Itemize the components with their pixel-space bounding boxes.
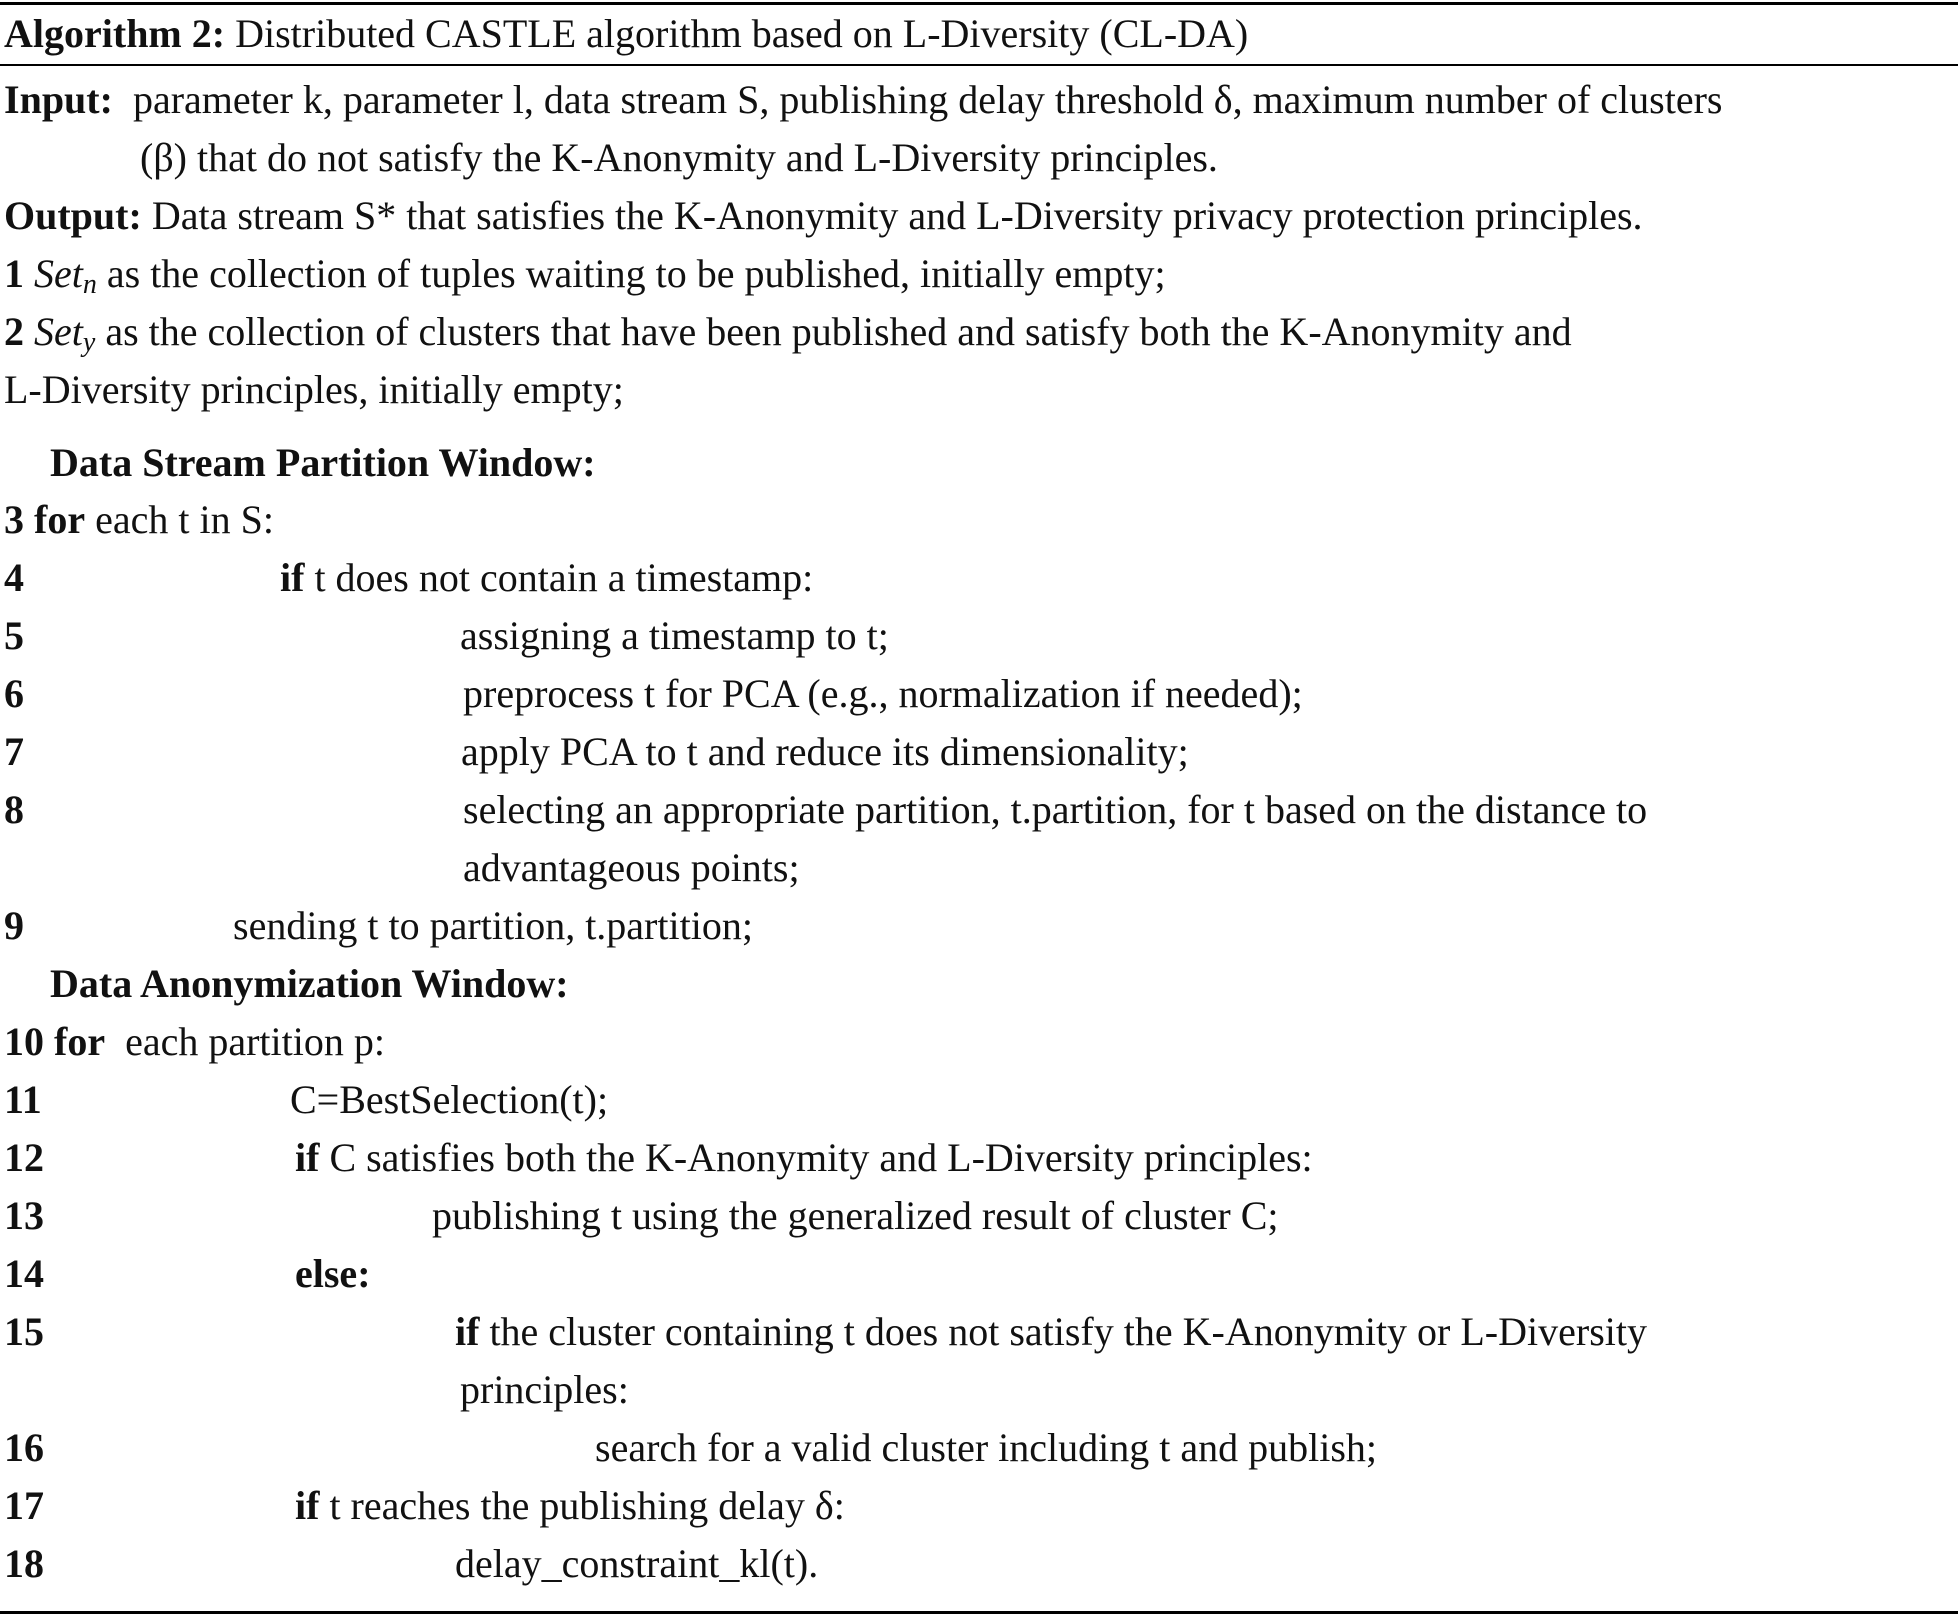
line-text: as the collection of clusters that have been published and satisfy both the K-Anonymity and — [95, 309, 1572, 354]
output-text: Data stream S* that satisfies the K-Anonymity and L-Diversity privacy protection principles. — [151, 193, 1643, 238]
set-subscript: y — [82, 327, 96, 358]
algo-line-6: preprocess t for PCA (e.g., normalization if needed); — [463, 671, 1303, 716]
algo-line-18: delay_constraint_kl(t). — [455, 1541, 819, 1586]
line-number-14: 14 — [4, 1251, 44, 1296]
output-line — [4, 188, 1643, 244]
line-text: C satisfies both the K-Anonymity and L-Diversity principles: — [319, 1135, 1313, 1180]
partition-window-heading: Data Stream Partition Window: — [50, 440, 596, 485]
output-label: Output: — [4, 193, 142, 238]
line-number-12: 12 — [4, 1135, 44, 1180]
header-rule — [0, 64, 1958, 66]
keyword-for: for — [34, 497, 86, 542]
algo-line-8: selecting an appropriate partition, t.partition, for t based on the distance to — [463, 787, 1648, 832]
line-number-11: 11 — [4, 1077, 42, 1122]
input-line-cont: (β) that do not satisfy the K-Anonymity and L-Diversity principles. — [140, 135, 1218, 180]
line-number: 1 — [4, 251, 24, 296]
algo-line-15-cont: principles: — [460, 1367, 629, 1412]
input-label: Input: — [4, 77, 113, 122]
algo-line-10 — [4, 1014, 385, 1070]
line-text: t does not contain a timestamp: — [304, 555, 814, 600]
algo-line-7: apply PCA to t and reduce its dimensionality; — [461, 729, 1189, 774]
algo-line-9: sending t to partition, t.partition; — [233, 903, 753, 948]
keyword-for: for — [54, 1019, 106, 1064]
algo-line-16: search for a valid cluster including t and publish; — [595, 1425, 1378, 1470]
algo-line-2 — [4, 304, 1572, 371]
line-text: t reaches the publishing delay δ: — [319, 1483, 845, 1528]
algorithm-label: Algorithm 2: — [4, 11, 226, 56]
keyword-if: if — [280, 555, 305, 600]
bottom-rule — [0, 1611, 1958, 1614]
algo-line-11: C=BestSelection(t); — [290, 1077, 609, 1122]
keyword-if: if — [455, 1309, 480, 1354]
algorithm-name: Distributed CASTLE algorithm based on L-Diversity (CL-DA) — [235, 11, 1249, 56]
algo-line-3 — [4, 492, 274, 548]
algo-line-13: publishing t using the generalized result of cluster C; — [432, 1193, 1279, 1238]
algo-line-8-cont: advantageous points; — [463, 845, 800, 890]
line-number: 3 — [4, 497, 24, 542]
line-number-4: 4 — [4, 555, 24, 600]
set-variable: Set — [34, 309, 83, 354]
set-variable: Set — [34, 251, 83, 296]
line-number-7: 7 — [4, 729, 24, 774]
algo-line-17 — [295, 1478, 845, 1534]
algo-line-12 — [295, 1130, 1313, 1186]
line-text: as the collection of tuples waiting to be published, initially empty; — [96, 251, 1166, 296]
line-number-16: 16 — [4, 1425, 44, 1470]
algo-line-2-cont: L-Diversity principles, initially empty; — [4, 367, 624, 412]
line-number-17: 17 — [4, 1483, 44, 1528]
line-number-9: 9 — [4, 903, 24, 948]
line-number: 10 — [4, 1019, 44, 1064]
input-text: parameter k, parameter l, data stream S, publishing delay threshold δ, maximum number of clusters — [132, 77, 1723, 122]
line-number-5: 5 — [4, 613, 24, 658]
algo-line-14: else: — [295, 1251, 371, 1296]
algorithm-title — [4, 8, 1248, 60]
line-text: each t in S: — [85, 497, 274, 542]
anonymization-window-heading: Data Anonymization Window: — [50, 961, 569, 1006]
input-line — [4, 72, 1722, 128]
algo-line-15 — [455, 1304, 1647, 1360]
algo-line-5: assigning a timestamp to t; — [460, 613, 889, 658]
top-rule — [0, 2, 1958, 5]
line-number-13: 13 — [4, 1193, 44, 1238]
line-number-6: 6 — [4, 671, 24, 716]
set-subscript: n — [82, 269, 97, 300]
line-text: the cluster containing t does not satisfy the K-Anonymity or L-Diversity — [479, 1309, 1647, 1354]
line-number-15: 15 — [4, 1309, 44, 1354]
line-number-18: 18 — [4, 1541, 44, 1586]
algo-line-1 — [4, 246, 1166, 313]
algo-line-4 — [280, 550, 813, 606]
line-number: 2 — [4, 309, 24, 354]
keyword-if: if — [295, 1483, 320, 1528]
line-number-8: 8 — [4, 787, 24, 832]
line-text: each partition p: — [125, 1019, 385, 1064]
keyword-if: if — [295, 1135, 320, 1180]
